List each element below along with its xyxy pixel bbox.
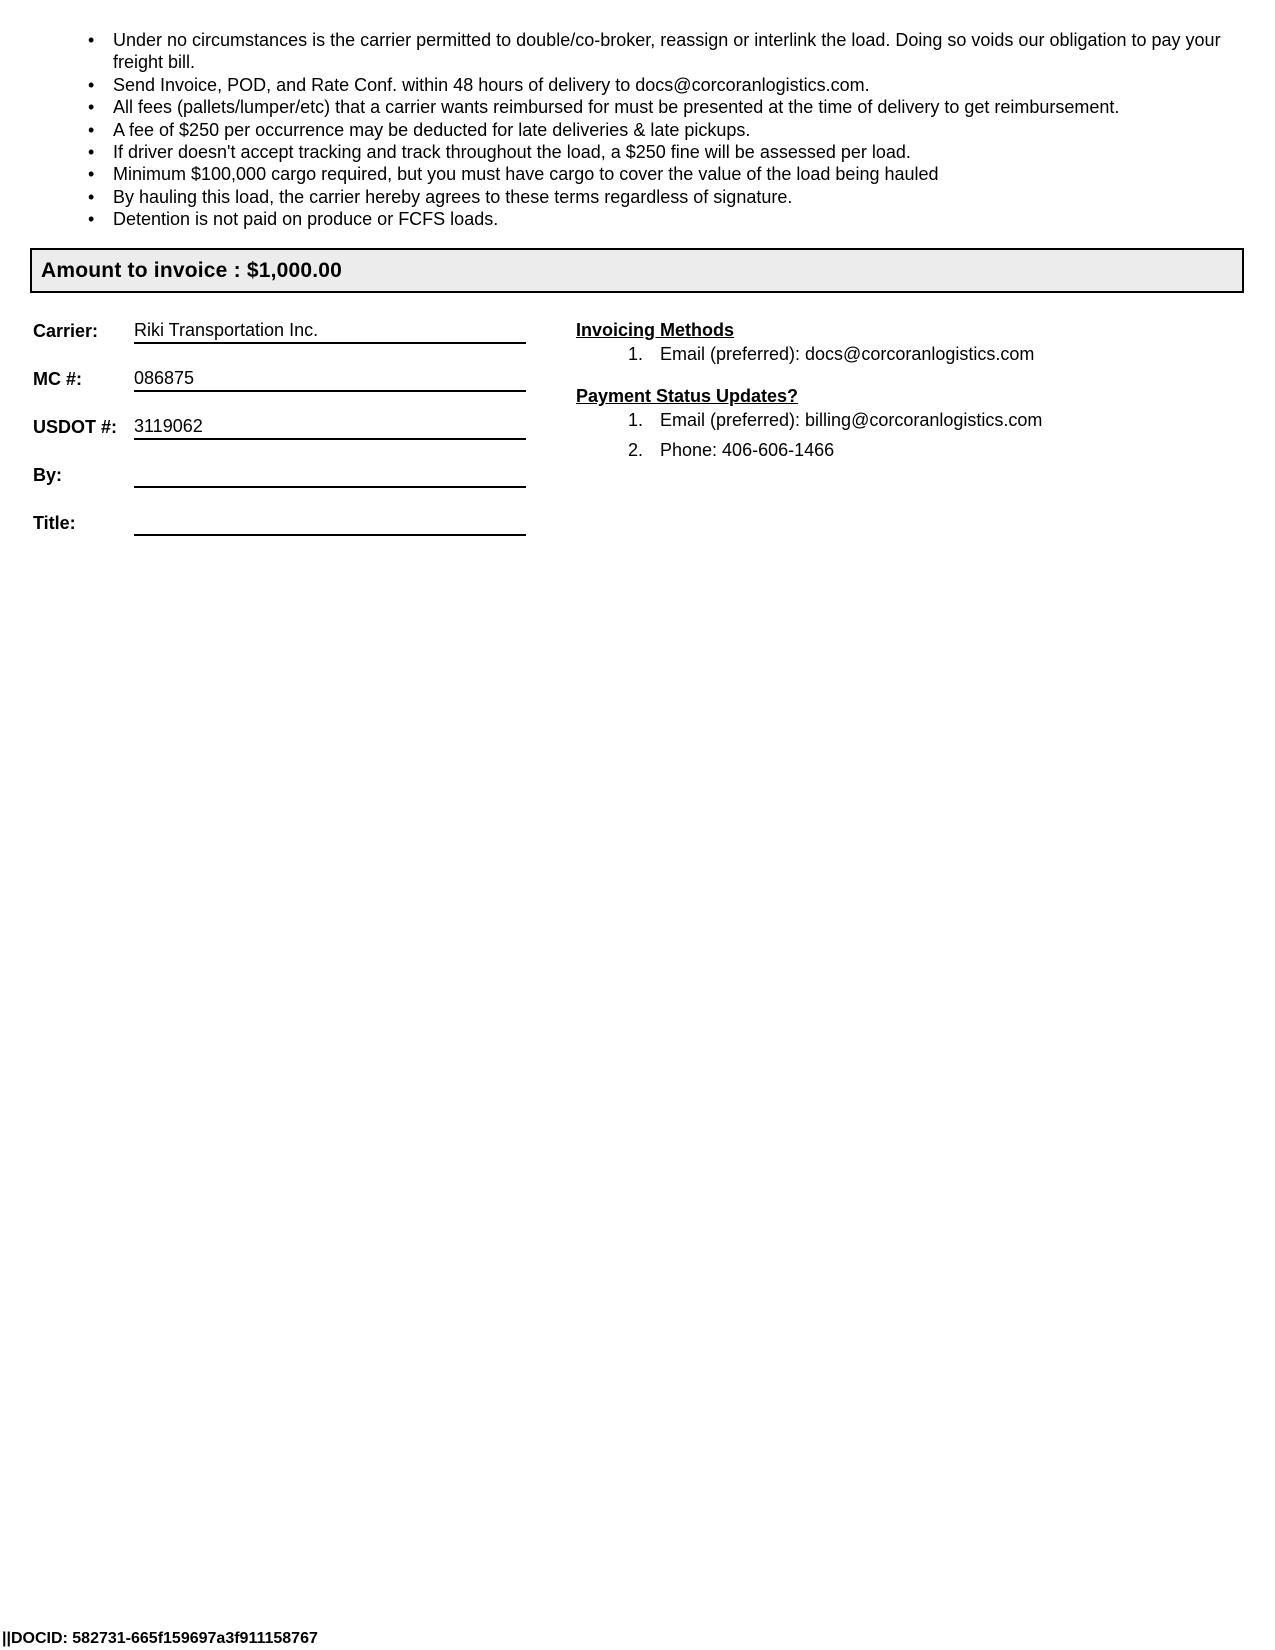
list-number: 1.: [628, 410, 644, 430]
invoicing-method-text: Email (preferred): docs@corcoranlogistics.com: [660, 344, 1035, 364]
usdot-value: 3119062: [134, 414, 526, 440]
term-item: [88, 186, 1258, 208]
usdot-field-row: [33, 414, 531, 462]
terms-list: [88, 29, 1258, 231]
bullet-icon: •: [88, 186, 95, 207]
term-item: [88, 74, 1258, 96]
bullet-icon: •: [88, 142, 95, 163]
bullet-icon: •: [88, 30, 95, 50]
term-item: [88, 141, 1258, 163]
payment-status-list: [576, 409, 1236, 461]
bullet-icon: •: [88, 209, 95, 230]
term-text: All fees (pallets/lumper/etc) that a carrier wants reimbursed for must be presented at the time of delivery to get reimbursement.: [113, 97, 1120, 118]
carrier-value: Riki Transportation Inc.: [134, 318, 526, 344]
payment-status-text: Email (preferred): billing@corcoranlogistics.com: [660, 410, 1043, 430]
amount-to-invoice-box: [30, 248, 1244, 293]
term-item: [88, 29, 1258, 74]
list-number: 2.: [628, 440, 644, 460]
by-field-row: [33, 462, 531, 510]
carrier-field-row: [33, 318, 531, 366]
bullet-icon: •: [88, 74, 95, 95]
mc-number-value: 086875: [134, 366, 526, 392]
term-item: [88, 119, 1258, 141]
term-item: [88, 208, 1258, 230]
payment-status-item: [576, 439, 1236, 461]
bullet-icon: •: [88, 97, 95, 118]
term-text: By hauling this load, the carrier hereby agrees to these terms regardless of signature.: [113, 186, 793, 207]
term-text: Under no circumstances is the carrier permitted to double/co-broker, reassign or interlink the load. Doing so voids our obligation to pay your freight bill.: [113, 30, 1221, 73]
title-label: Title:: [33, 513, 76, 533]
term-text: A fee of $250 per occurrence may be deducted for late deliveries & late pickups.: [113, 119, 751, 140]
term-item: [88, 163, 1258, 185]
payment-status-item: [576, 409, 1236, 431]
title-signature-line[interactable]: [134, 510, 526, 536]
by-label: By:: [33, 465, 63, 485]
payment-status-text: Phone: 406-606-1466: [660, 440, 835, 460]
amount-to-invoice-text: Amount to invoice : $1,000.00: [41, 259, 343, 282]
term-text: If driver doesn't accept tracking and track throughout the load, a $250 fine will be assessed per load.: [113, 142, 911, 163]
title-field-row: [33, 510, 531, 558]
payment-status-heading: Payment Status Updates?: [576, 386, 799, 406]
term-text: Detention is not paid on produce or FCFS loads.: [113, 209, 499, 230]
carrier-label: Carrier:: [33, 321, 99, 341]
invoicing-methods-list: [576, 343, 1236, 365]
term-item: [88, 96, 1258, 118]
by-signature-line[interactable]: [134, 462, 526, 488]
list-number: 1.: [628, 344, 644, 364]
mc-number-field-row: [33, 366, 531, 414]
bullet-icon: •: [88, 119, 95, 140]
term-text: Minimum $100,000 cargo required, but you must have cargo to cover the value of the load being hauled: [113, 164, 939, 185]
invoicing-methods-heading: Invoicing Methods: [576, 320, 735, 340]
term-text: Send Invoice, POD, and Rate Conf. within 48 hours of delivery to docs@corcoranlogistics.com.: [113, 74, 870, 95]
mc-number-label: MC #:: [33, 369, 82, 389]
invoicing-method-item: [576, 343, 1236, 365]
bullet-icon: •: [88, 164, 95, 185]
billing-contact-section: [576, 319, 1236, 461]
document-id-footer: ||DOCID: 582731-665f159697a3f911158767: [2, 1630, 318, 1647]
usdot-label: USDOT #:: [33, 417, 118, 437]
carrier-signature-fields: [33, 318, 531, 558]
